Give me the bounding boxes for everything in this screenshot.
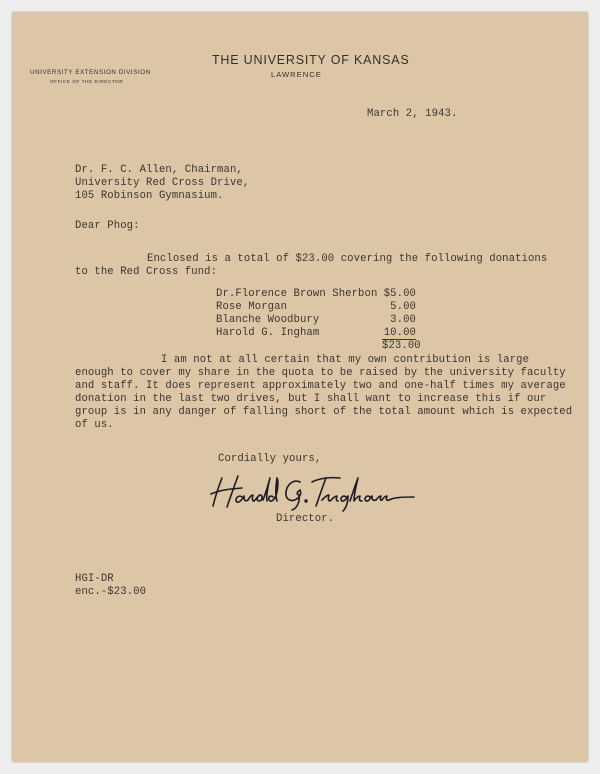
donor-name: Rose Morgan [216, 301, 288, 313]
donation-amount: 3.00 [390, 314, 416, 326]
donation-row [216, 314, 428, 327]
division-name: UNIVERSITY EXTENSION DIVISION [30, 69, 151, 76]
donation-amount: 5.00 [390, 301, 416, 313]
donation-amount: 10.00 [383, 327, 416, 339]
recipient-line: University Red Cross Drive, [75, 177, 250, 189]
reference-initials: HGI-DR [75, 573, 114, 585]
office-name: OFFICE OF THE DIRECTOR [50, 79, 124, 84]
donor-name: Blanche Woodbury [216, 314, 320, 326]
enclosure-note: enc.-$23.00 [75, 586, 147, 598]
donation-table [216, 288, 428, 352]
donor-name: Dr.Florence Brown Sherbon [216, 288, 378, 300]
salutation: Dear Phog: [75, 220, 140, 232]
body-line-4: donation in the last two drives, but I shall want to increase this if our [75, 393, 547, 405]
body-line-2: enough to cover my share in the quota to be raised by the university faculty [75, 367, 566, 379]
donation-row [216, 288, 428, 301]
recipient-line: 105 Robinson Gymnasium. [75, 190, 224, 202]
recipient-block [75, 164, 249, 203]
body-line-3: and staff. It does represent approximately two and one-half times my average [75, 380, 566, 392]
donation-total: $23.00 [382, 340, 421, 352]
intro-line-1: Enclosed is a total of $23.00 covering the following donations [147, 253, 548, 265]
body-line-6: of us. [75, 419, 114, 431]
donation-amount: $5.00 [383, 288, 416, 300]
body-line-5: group is in any danger of falling short of the total amount which is expected [75, 406, 573, 418]
closing: Cordially yours, [218, 453, 322, 465]
body-line-1: I am not at all certain that my own contribution is large [161, 354, 530, 366]
total-row [216, 340, 428, 353]
letter-date: March 2, 1943. [367, 108, 458, 120]
donation-row [216, 327, 428, 340]
signer-title: Director. [276, 513, 335, 525]
signature-image [208, 470, 418, 512]
university-name: THE UNIVERSITY OF KANSAS [212, 53, 410, 67]
donation-row [216, 301, 428, 314]
intro-line-2: to the Red Cross fund: [75, 266, 218, 278]
letter-sheet [12, 12, 588, 762]
donor-name: Harold G. Ingham [216, 327, 320, 339]
university-city: LAWRENCE [271, 70, 322, 79]
recipient-line: Dr. F. C. Allen, Chairman, [75, 164, 243, 176]
